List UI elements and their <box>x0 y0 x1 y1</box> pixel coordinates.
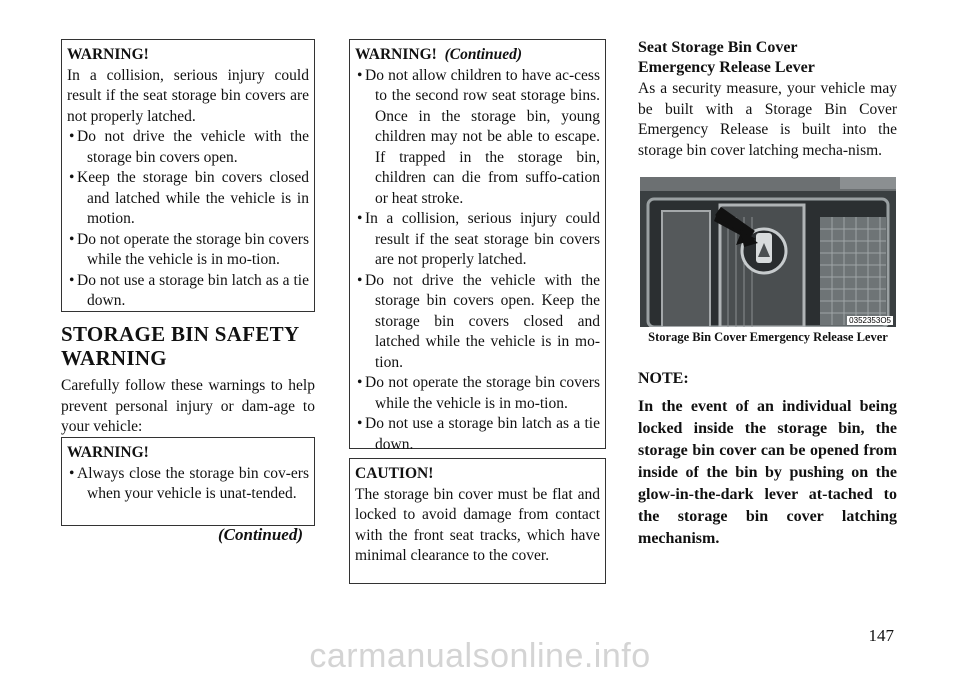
warning-bullet: • Keep the storage bin covers closed and latched while the vehicle is in motion. <box>67 168 309 230</box>
warning-heading: WARNING! <box>67 46 149 63</box>
warning-bullet: • Do not use a storage bin latch as a tie down. <box>355 414 600 455</box>
warning-bullet: • Do not drive the vehicle with the storage bin covers open. <box>67 127 309 168</box>
note-label: NOTE: <box>638 370 689 387</box>
warning-continued-label: (Continued) <box>444 46 523 63</box>
warning-heading: WARNING! <box>67 444 149 461</box>
seat-bin-illustration <box>640 177 896 327</box>
warning-box-unattended <box>61 437 315 526</box>
page-number: 147 <box>868 626 894 645</box>
subheading-line: Emergency Release Lever <box>638 59 815 76</box>
warning-box-collision <box>61 39 315 312</box>
emergency-release-body: As a security measure, your vehicle may be built with a Storage Bin Cover Emergency Release is built into the storage bin cover latching mecha-nism. <box>638 80 897 159</box>
subheading-line: Seat Storage Bin Cover <box>638 39 798 56</box>
warning-bullet: • Do not operate the storage bin covers while the vehicle is in mo-tion. <box>355 373 600 414</box>
continued-label: (Continued) <box>218 525 304 544</box>
warning-bullet: • Do not operate the storage bin covers while the vehicle is in mo-tion. <box>67 230 309 271</box>
caution-heading: CAUTION! <box>355 465 434 482</box>
warning-bullet: • Do not use a storage bin latch as a tie down. <box>67 271 309 312</box>
note-body: In the event of an individual being locked inside the storage bin, the storage bin cover can be opened from inside of the bin by pushing on the glow-in-the-dark lever at-tached to the storage bin cover latching mechanism. <box>638 398 897 547</box>
subheading <box>638 38 898 78</box>
warning-heading: WARNING! (Continued) <box>355 46 523 63</box>
caution-body: The storage bin cover must be flat and locked to avoid damage from contact with the front seat tracks, which have minimal clearance to the cover. <box>355 485 600 564</box>
section-title: STORAGE BIN SAFETY WARNING <box>61 322 299 370</box>
warning-bullet: • Do not drive the vehicle with the storage bin covers open. Keep the storage bin covers closed and latched while the vehicle is in mo-tion. <box>355 271 600 374</box>
warning-intro: In a collision, serious injury could result if the seat storage bin covers are not properly latched. <box>67 66 309 125</box>
warning-bullet: • In a collision, serious injury could result if the seat storage bin covers are not properly latched. <box>355 209 600 271</box>
watermark: carmanualsonline.info <box>309 637 651 675</box>
warning-bullet: • Always close the storage bin cov-ers when your vehicle is unat-tended. <box>67 464 309 505</box>
emergency-release-photo <box>640 177 896 327</box>
warning-box-continued <box>349 39 606 453</box>
warning-bullet-list <box>355 66 600 456</box>
warning-bullet-list <box>67 127 309 312</box>
warning-bullet: • Do not allow children to have ac-cess to the second row seat storage bins. Once in the storage bin, young children may not be able to escape. If trapped in the storage bin, children can die from suffo-cation or heat stroke. <box>355 66 600 210</box>
figure-code: 0352353O5 <box>849 316 891 325</box>
section-body: Carefully follow these warnings to help prevent personal injury or dam-age to your vehicle: <box>61 377 315 435</box>
figure-caption: Storage Bin Cover Emergency Release Lever <box>648 330 888 344</box>
warning-bullet-list <box>67 464 309 505</box>
caution-box <box>349 458 606 584</box>
